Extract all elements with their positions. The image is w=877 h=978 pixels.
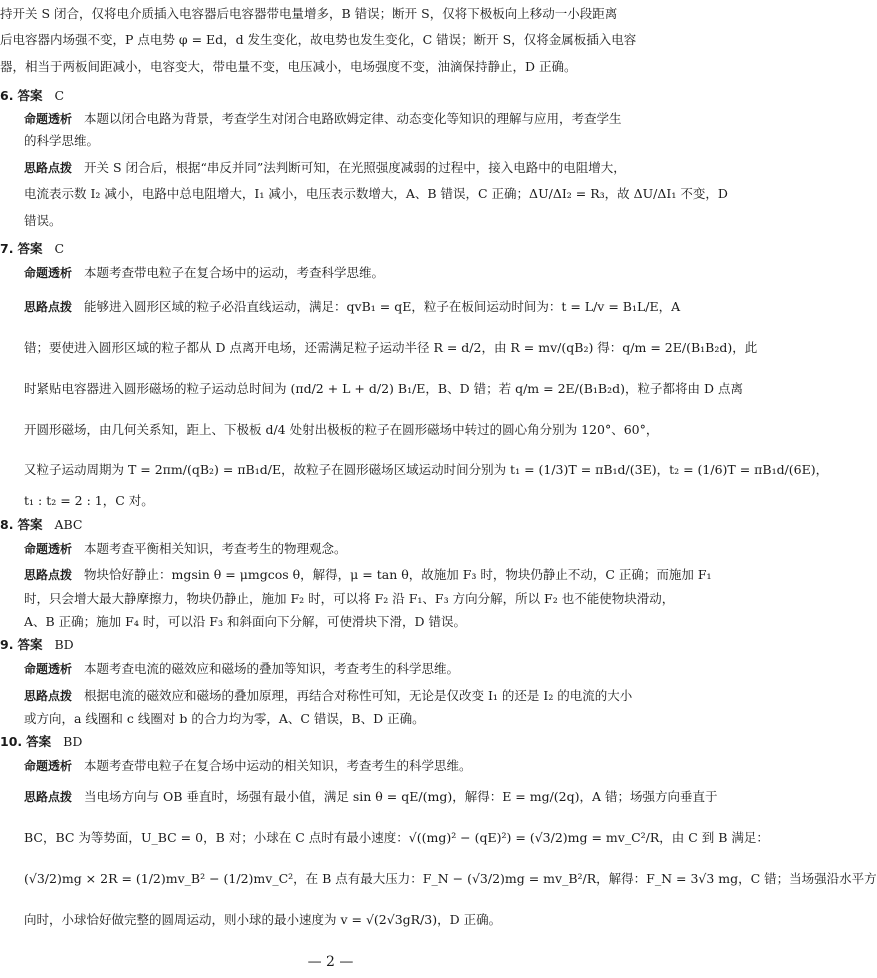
text-line: t₁ : t₂ = 2 : 1，C 对。 <box>24 493 154 508</box>
analysis-text: 本题考查带电粒子在复合场中的运动，考查科学思维。 <box>84 265 385 280</box>
text-line: 的科学思维。 <box>24 133 100 148</box>
answer-value: BD <box>63 734 83 749</box>
text-line: BC，BC 为等势面，U_BC = 0，B 对；小球在 C 点时有最小速度：√((mg)² − (qE)²) = (√3/2)mg = mv_C²/R，由 C 到 B 满足： <box>24 830 769 845</box>
text-line: 又粒子运动周期为 T = 2πm/(qB₂) = πB₁d/E，故粒子在圆形磁场区域运动时间分别为 t₁ = (1/3)T = πB₁d/(3E)，t₂ = (1/6)T = πB₁d/(6E)， <box>24 462 829 477</box>
solution-line <box>0 567 712 583</box>
question-number: 8. <box>0 517 14 532</box>
solution-text: 开关 S 闭合后，根据“串反并同”法判断可知，在光照强度减弱的过程中，接入电路中的电阻增大， <box>84 160 626 175</box>
text-line: 电流表示数 I₂ 减小，电路中总电阻增大，I₁ 减小，电压表示数增大，A、B 错误，C 正确；ΔU/ΔI₂ = R₃，故 ΔU/ΔI₁ 不变，D <box>24 186 728 201</box>
section-tag: 思路点拨 <box>24 300 73 314</box>
analysis-line <box>0 758 661 774</box>
text-line: 持开关 S 闭合，仅将电介质插入电容器后电容器带电量增多，B 错误；断开 S，仅将下极板向上移动一小段距离 <box>0 6 618 21</box>
analysis-text: 本题以闭合电路为背景，考查学生对闭合电路欧姆定律、动态变化等知识的理解与应用，考查学生 <box>84 111 622 126</box>
answer-label: 答案 <box>17 637 43 652</box>
answer-value: BD <box>54 637 74 652</box>
text-line: 错；要使进入圆形区域的粒子都从 D 点离开电场，还需满足粒子运动半径 R = d/2，由 R = mv/(qB₂) 得：q/m = 2E/(B₁B₂d)，此 <box>24 340 758 355</box>
answer-value: ABC <box>54 517 83 532</box>
text-line: 器，相当于两板间距减小，电容变大，带电量不变，电压减小，电场强度不变，油滴保持静止，D 正确。 <box>0 59 577 74</box>
solution-text: 根据电流的磁效应和磁场的叠加原理，再结合对称性可知，无论是仅改变 I₁ 的还是 I₂ 的电流的大小 <box>84 688 633 703</box>
text-line: (√3/2)mg × 2R = (1/2)mv_B² − (1/2)mv_C²，在 B 点有最大压力：F_N − (√3/2)mg = mv_B²/R，解得：F_N = 3√3 mg，C 错；当场强沿水平方 <box>24 871 877 886</box>
question-number: 7. <box>0 241 14 256</box>
text-line: 后电容器内场强不变，P 点电势 φ = Ed，d 发生变化，故电势也发生变化，C 错误；断开 S，仅将金属板插入电容 <box>0 32 637 47</box>
question-number: 6. <box>0 88 14 103</box>
solution-text: 当电场方向与 OB 垂直时，场强有最小值，满足 sin θ = qE/(mg)，解得：E = mg/(2q)，A 错；场强方向垂直于 <box>84 789 718 804</box>
analysis-line <box>0 111 661 127</box>
analysis-text: 本题考查电流的磁效应和磁场的叠加等知识，考查考生的科学思维。 <box>84 661 460 676</box>
text-line: 时紧贴电容器进入圆形磁场的粒子运动总时间为 (πd/2 + L + d/2) B₁/E，B、D 错；若 q/m = 2E/(B₁B₂d)，粒子都将由 D 点离 <box>24 381 743 396</box>
text-line: 或方向，a 线圈和 c 线圈对 b 的合力均为零，A、C 错误，B、D 正确。 <box>24 711 425 726</box>
answer-heading-9 <box>0 637 661 653</box>
section-tag: 命题透析 <box>24 662 73 676</box>
text-line: A、B 正确；施加 F₄ 时，可以沿 F₃ 和斜面向下分解，可使滑块下滑，D 错误。 <box>24 614 466 629</box>
solution-text: 能够进入圆形区域的粒子必沿直线运动，满足：qvB₁ = qE，粒子在板间运动时间为：t = L/v = B₁L/E，A <box>84 299 681 314</box>
page-number: — 2 — <box>307 954 354 970</box>
analysis-text: 本题考查平衡相关知识，考查考生的物理观念。 <box>84 541 347 556</box>
question-number: 10. <box>0 734 23 749</box>
question-number: 9. <box>0 637 14 652</box>
section-tag: 思路点拨 <box>24 689 73 703</box>
solution-text: 物块恰好静止：mgsin θ = μmgcos θ，解得，μ = tan θ，故施加 F₃ 时，物块仍静止不动，C 正确；而施加 F₁ <box>84 567 712 582</box>
text-line: 开圆形磁场，由几何关系知，距上、下极板 d/4 处射出极板的粒子在圆形磁场中转过的圆心角分别为 120°、60°， <box>24 422 659 437</box>
answer-heading-6 <box>0 88 661 104</box>
solution-line <box>0 160 661 176</box>
analysis-line <box>0 541 661 557</box>
text-line: 错误。 <box>24 213 62 228</box>
answer-label: 答案 <box>26 734 52 749</box>
section-tag: 命题透析 <box>24 112 73 126</box>
section-tag: 命题透析 <box>24 542 73 556</box>
solution-line <box>0 688 661 704</box>
answer-heading-10 <box>0 734 661 750</box>
answer-heading-7 <box>0 241 661 257</box>
section-tag: 思路点拨 <box>24 790 73 804</box>
answer-value: C <box>54 241 65 256</box>
analysis-line <box>0 265 661 281</box>
analysis-line <box>0 661 661 677</box>
answer-label: 答案 <box>17 241 43 256</box>
section-tag: 思路点拨 <box>24 568 73 582</box>
answer-heading-8 <box>0 517 661 533</box>
text-line: 时，只会增大最大静摩擦力，物块仍静止，施加 F₂ 时，可以将 F₂ 沿 F₁、F₃ 方向分解，所以 F₂ 也不能使物块滑动， <box>24 591 675 606</box>
section-tag: 命题透析 <box>24 266 73 280</box>
text-line: 向时，小球恰好做完整的圆周运动，则小球的最小速度为 v = √(2√3gR/3)，D 正确。 <box>24 912 502 927</box>
answer-label: 答案 <box>17 88 43 103</box>
section-tag: 命题透析 <box>24 759 73 773</box>
section-tag: 思路点拨 <box>24 161 73 175</box>
answer-label: 答案 <box>17 517 43 532</box>
solution-line <box>0 789 718 805</box>
answer-value: C <box>54 88 65 103</box>
solution-line <box>0 299 681 315</box>
analysis-text: 本题考查带电粒子在复合场中运动的相关知识，考查考生的科学思维。 <box>84 758 472 773</box>
